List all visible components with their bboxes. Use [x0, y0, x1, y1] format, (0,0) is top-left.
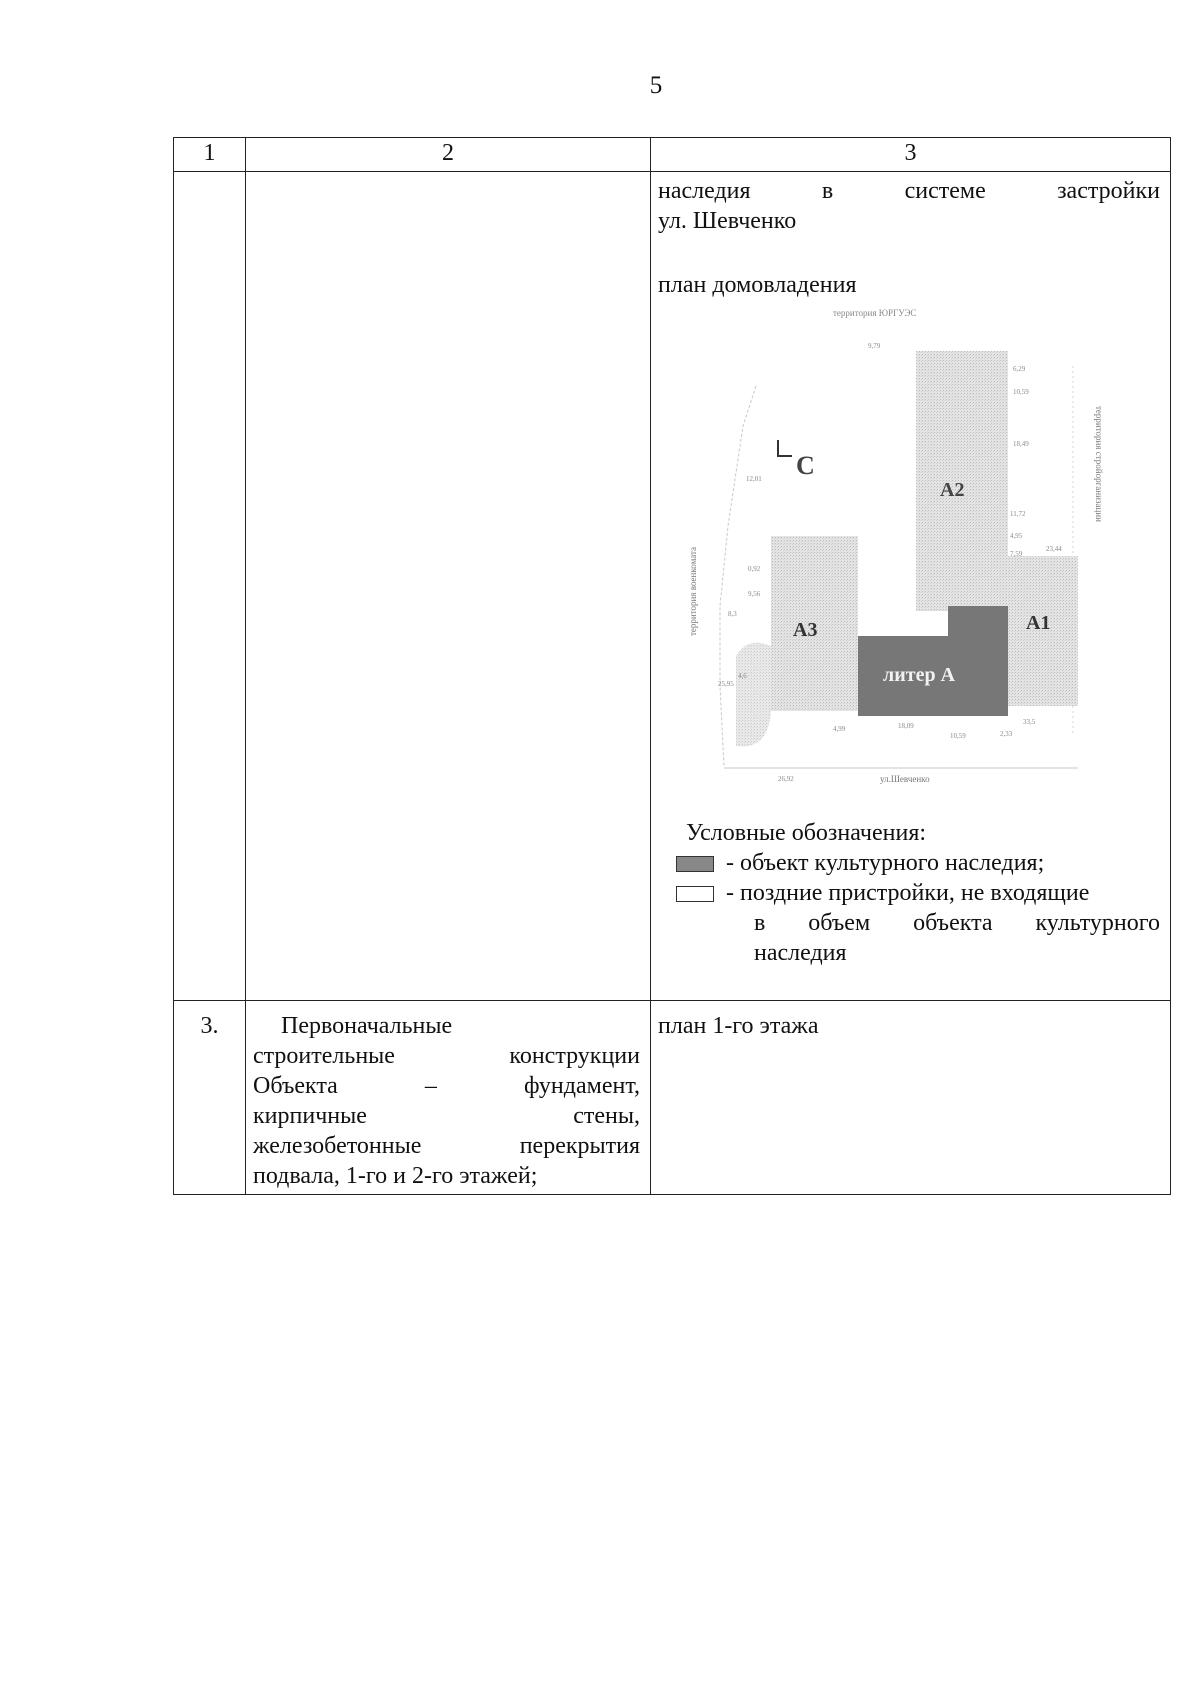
dim-label: 12,01 [746, 475, 762, 483]
plan-right-label: территория стройорганизации [1094, 406, 1104, 522]
header-col-2: 2 [246, 138, 651, 172]
row3-description [246, 1001, 651, 1195]
dim-label: 9,56 [748, 590, 761, 598]
structure-c-mark [778, 440, 792, 456]
row3-line5: железобетонные перекрытия [253, 1133, 640, 1159]
dim-label: 8,3 [728, 610, 737, 618]
row-continued-col3 [651, 172, 1171, 1001]
label-a2: А2 [940, 479, 965, 501]
dim-label: 33,5 [1023, 718, 1036, 726]
dim-label: 26,92 [778, 775, 794, 783]
plan-top-label: территория ЮРГУЭС [833, 308, 917, 318]
dim-label: 4,99 [833, 725, 846, 733]
label-c: С [796, 451, 815, 480]
dim-label: 18,09 [898, 722, 914, 730]
label-liter-a: литер А [883, 664, 956, 686]
dim-label: 18,49 [1013, 440, 1029, 448]
row3-number: 3. [174, 1001, 246, 1195]
heritage-object-liter-a [858, 606, 1008, 716]
dim-label: 10,59 [1013, 388, 1029, 396]
row3-line1: Первоначальные [281, 1013, 453, 1039]
dim-label: 7,59 [1010, 550, 1023, 558]
site-plan [658, 306, 1118, 806]
row-continued-col2 [246, 172, 651, 1001]
row3-line2: строительные конструкции [253, 1043, 640, 1069]
annex-swatch [676, 886, 714, 902]
legend-item-annex-line3: наследия [754, 940, 847, 966]
header-col-3: 3 [651, 138, 1171, 172]
legend-item-annex-text [726, 878, 1160, 968]
plan-bottom-label: ул.Шевченко [880, 774, 930, 784]
heritage-text-line2: ул. Шевченко [658, 208, 797, 234]
dim-label: 9,79 [868, 342, 881, 350]
row3-line3: Объекта – фундамент, [253, 1073, 640, 1099]
dim-label: 4,6 [738, 672, 747, 680]
header-col-1: 1 [174, 138, 246, 172]
table-header-row [174, 138, 1171, 172]
legend-title: Условные обозначения: [686, 820, 927, 846]
row3-line6: подвала, 1-го и 2-го этажей; [253, 1163, 538, 1189]
label-a3: А3 [793, 619, 818, 641]
legend-item-annex-line2: в объем объекта культурного [754, 910, 1160, 936]
dim-label: 4,95 [1010, 532, 1023, 540]
dim-label: 25,95 [718, 680, 734, 688]
heritage-swatch [676, 856, 714, 872]
row3-plan-caption: план 1-го этажа [651, 1001, 1171, 1195]
legend [658, 818, 1160, 968]
legend-item-heritage [658, 848, 1160, 878]
legend-item-annex-line1: - поздние пристройки, не входящие [726, 880, 1090, 906]
row-continued-col1 [174, 172, 246, 1001]
table-row-3 [174, 1001, 1171, 1195]
legend-item-annex [658, 878, 1160, 968]
dim-label: 6,29 [1013, 365, 1026, 373]
table-row-continued [174, 172, 1171, 1001]
building-a3-annex [736, 643, 771, 747]
row3-line4: кирпичные стены, [253, 1103, 640, 1129]
legend-item-heritage-text: - объект культурного наследия; [726, 850, 1045, 876]
page-number: 5 [649, 72, 663, 99]
heritage-text-line1: наследия в системе застройки [658, 178, 1160, 204]
heritage-table [173, 137, 1171, 1195]
dim-label: 23,44 [1046, 545, 1062, 553]
plan-left-label: территория военкомата [688, 546, 698, 636]
dim-label: 2,33 [1000, 730, 1013, 738]
dim-label: 0,92 [748, 565, 761, 573]
dim-label: 10,59 [950, 732, 966, 740]
site-plan-drawing [658, 306, 1118, 806]
label-a1: А1 [1026, 612, 1051, 634]
plan-caption: план домовладения [658, 272, 857, 298]
dim-label: 11,72 [1010, 510, 1026, 518]
